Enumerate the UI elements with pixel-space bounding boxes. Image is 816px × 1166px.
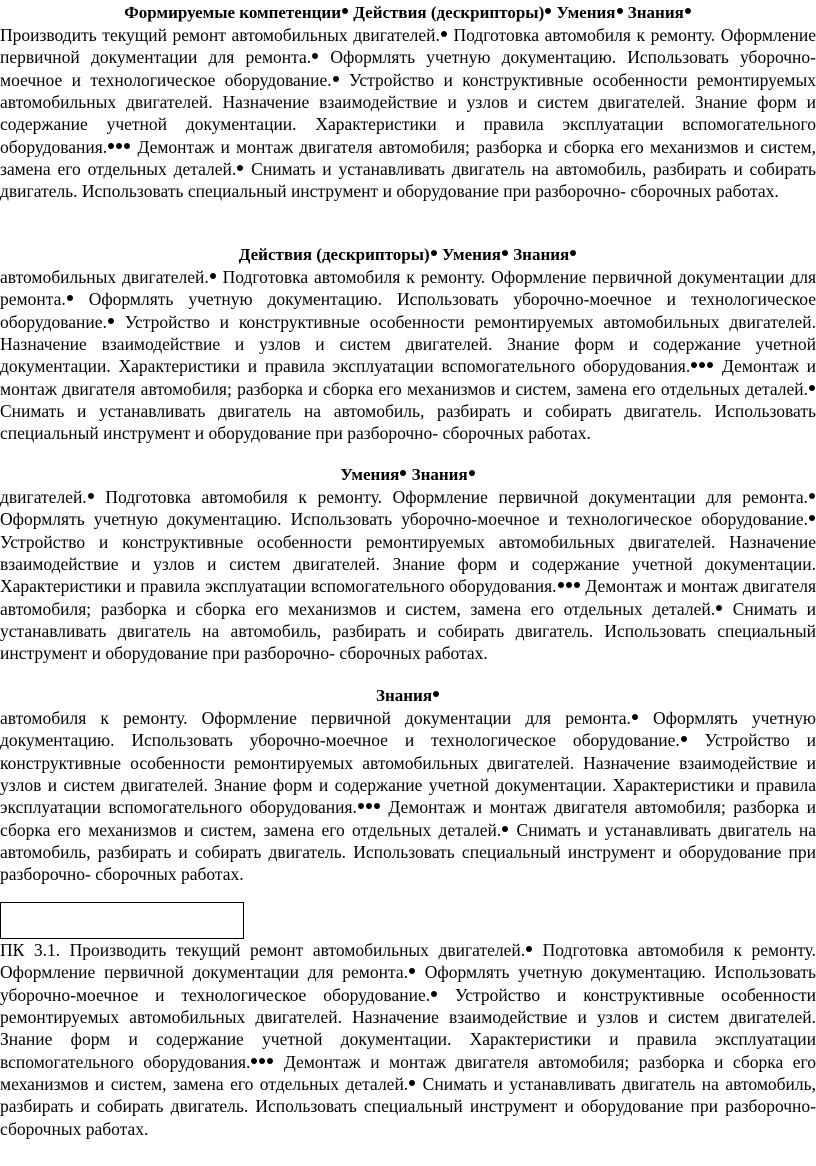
bullet-icon	[312, 53, 318, 59]
para3-text-3: Оформлять учетную документацию. Использовать уборочно-моечное и технологическое оборудование.	[0, 509, 808, 530]
heading-skills: Умения	[552, 3, 616, 22]
para4-text-5: Снимать и устанавливать двигатель на автомобиль, разбирать и собирать двигатель. Использовать специальный инструмент и оборудование при разборочно- сборочных работах.	[0, 819, 816, 885]
bullet-icon	[716, 605, 722, 611]
para3-text-4: Устройство и конструктивные особенности ремонтируемых автомобильных двигателей. Назначение взаимодействие и узлов и систем двигателей. Знание форм и содержание учетной документации. Характеристики и правила эксплуатации вспомогательного оборудования.	[0, 531, 816, 597]
bullet-icon	[366, 803, 372, 809]
bullet-icon	[545, 8, 551, 14]
bullet-icon	[574, 582, 580, 588]
paragraph-4	[0, 707, 816, 886]
para1-text-3: Оформлять учетную документацию. Использовать уборочно-моечное и технологическое оборудование.	[0, 47, 816, 90]
paragraph-1	[0, 24, 816, 203]
bullet-icon	[809, 385, 815, 391]
bullet-icon	[809, 493, 815, 499]
bullet-icon	[558, 582, 564, 588]
bullet-icon	[502, 826, 508, 832]
bullet-icon	[433, 691, 439, 697]
heading-actions-block	[0, 244, 816, 266]
heading-skills-block	[0, 464, 816, 486]
bullet-icon	[685, 8, 691, 14]
para1-text-2: Подготовка автомобиля к ремонту. Оформление первичной документации для ремонта.	[0, 25, 816, 68]
empty-table-cell	[0, 902, 244, 939]
para5-text-6: Снимать и устанавливать двигатель на автомобиль, разбирать и собирать двигатель. Использовать специальный инструмент и оборудование при разборочно- сборочных работах.	[0, 1074, 816, 1139]
bullet-icon	[632, 714, 638, 720]
para4-text-2: Оформлять учетную документацию. Использовать уборочно-моечное и технологическое оборудование.	[0, 708, 816, 751]
para2-text-4: Устройство и конструктивные особенности ремонтируемых автомобильных двигателей. Назначение взаимодействие и узлов и систем двигателей. Знание форм и содержание учетной документации. Характеристики и правила эксплуатации вспомогательного оборудования.	[0, 311, 816, 377]
para1-text-5: Демонтаж и монтаж двигателя автомобиля; разборка и сборка его механизмов и систем, замена его отдельных деталей.	[0, 136, 816, 180]
para3-text-6: Снимать и устанавливать двигатель на автомобиль, разбирать и собирать двигатель. Использовать специальный инструмент и оборудование при разборочно- сборочных работах.	[0, 598, 816, 664]
bullet-icon	[374, 803, 380, 809]
heading-actions: Действия (дескрипторы)	[349, 3, 545, 22]
para2-text-2: Подготовка автомобиля к ремонту. Оформление первичной документации для ремонта.	[0, 267, 816, 310]
bullet-icon	[526, 946, 532, 952]
bullet-icon	[251, 1058, 257, 1064]
bullet-icon	[502, 250, 508, 256]
bullet-icon	[400, 470, 406, 476]
bullet-icon	[409, 968, 415, 974]
para4-text-3: Устройство и конструктивные особенности ремонтируемых автомобильных двигателей. Назначение взаимодействие и узлов и систем двигателей. Знание форм и содержание учетной документации. Характеристики и правила эксплуатации вспомогательного оборудования.	[0, 730, 816, 818]
heading-skills: Умения	[437, 245, 501, 264]
para2-text-1: автомобильных двигателей.	[0, 267, 209, 287]
para3-text-5: Демонтаж и монтаж двигателя автомобиля; разборка и сборка его механизмов и систем, замена его отдельных деталей.	[0, 576, 816, 619]
para3-text-1: двигателей.	[0, 487, 87, 507]
heading-knowledge: Знания	[508, 245, 570, 264]
bullet-icon	[116, 143, 122, 149]
bullet-icon	[267, 1058, 273, 1064]
bullet-icon	[333, 76, 339, 82]
para1-text-4: Устройство и конструктивные особенности ремонтируемых автомобильных двигателей. Назначение взаимодействие и узлов и систем двигателей. Знание форм и содержание учетной документации. Характеристики и правила эксплуатации вспомогательного оборудования.	[0, 69, 816, 157]
heading-skills-title: Умения	[340, 465, 400, 484]
para3-text-2: Подготовка автомобиля к ремонту. Оформление первичной документации для ремонта.	[105, 487, 809, 507]
bullet-icon	[570, 250, 576, 256]
heading-knowledge: Знания	[623, 3, 684, 22]
para2-text-5: Демонтаж и монтаж двигателя автомобиля; разборка и сборка его механизмов и систем, замена его отдельных деталей.	[0, 356, 816, 399]
para2-text-6: Снимать и устанавливать двигатель на автомобиль, разбирать и собирать двигатель. Использовать специальный инструмент и оборудование при разборочно- сборочных работах.	[0, 401, 816, 444]
bullet-icon	[431, 250, 437, 256]
bullet-icon	[210, 273, 216, 279]
paragraph-5	[0, 939, 816, 1140]
heading-knowledge-title: Знания	[375, 686, 433, 705]
para5-text-4: Устройство и конструктивные особенности ремонтируемых автомобильных двигателей. Назначение взаимодействие и узлов и систем двигателей. Знание форм и содержание учетной документации. Характеристики и правила эксплуатации вспомогательного оборудования.	[0, 984, 816, 1072]
bullet-icon	[237, 165, 243, 171]
bullet-icon	[617, 8, 623, 14]
paragraph-3	[0, 486, 816, 665]
bullet-icon	[691, 362, 697, 368]
bullet-icon	[124, 143, 130, 149]
bullet-icon	[431, 991, 437, 997]
bullet-icon	[67, 295, 73, 301]
bullet-icon	[342, 8, 348, 14]
para4-text-4: Демонтаж и монтаж двигателя автомобиля; разборка и сборка его механизмов и систем, замена его отдельных деталей.	[0, 797, 816, 840]
para5-text-1: ПК 3.1. Производить текущий ремонт автомобильных двигателей.	[0, 940, 526, 960]
heading-competencies-title: Формируемые компетенции	[124, 3, 342, 22]
bullet-icon	[409, 1080, 415, 1086]
bullet-icon	[469, 470, 475, 476]
bullet-icon	[809, 515, 815, 521]
para1-text-6: Снимать и устанавливать двигатель на автомобиль, разбирать и собирать двигатель. Использовать специальный инструмент и оборудование при разборочно- сборочных работах.	[0, 159, 816, 202]
bullet-icon	[681, 736, 687, 742]
bullet-icon	[108, 143, 114, 149]
heading-knowledge: Знания	[407, 465, 468, 484]
bullet-icon	[88, 493, 94, 499]
paragraph-2	[0, 266, 816, 445]
para5-text-2: Подготовка автомобиля к ремонту. Оформление первичной документации для ремонта.	[0, 940, 816, 983]
bullet-icon	[259, 1058, 265, 1064]
bullet-icon	[358, 803, 364, 809]
bullet-icon	[566, 582, 572, 588]
bullet-icon	[441, 31, 447, 37]
para1-text-1: Производить текущий ремонт автомобильных двигателей.	[0, 25, 440, 45]
para5-text-3: Оформлять учетную документацию. Использовать уборочно-моечное и технологическое оборудование.	[0, 962, 816, 1005]
heading-competencies	[0, 2, 816, 24]
para5-text-5: Демонтаж и монтаж двигателя автомобиля; разборка и сборка его механизмов и систем, замена его отдельных деталей.	[0, 1051, 816, 1095]
para4-text-1: автомобиля к ремонту. Оформление первичной документации для ремонта.	[0, 708, 631, 728]
bullet-icon	[707, 362, 713, 368]
bullet-icon	[108, 318, 114, 324]
heading-actions-title: Действия (дескрипторы)	[238, 245, 430, 264]
bullet-icon	[699, 362, 705, 368]
heading-knowledge-block	[0, 685, 816, 707]
para2-text-3: Оформлять учетную документацию. Использовать уборочно-моечное и технологическое оборудование.	[0, 289, 816, 332]
